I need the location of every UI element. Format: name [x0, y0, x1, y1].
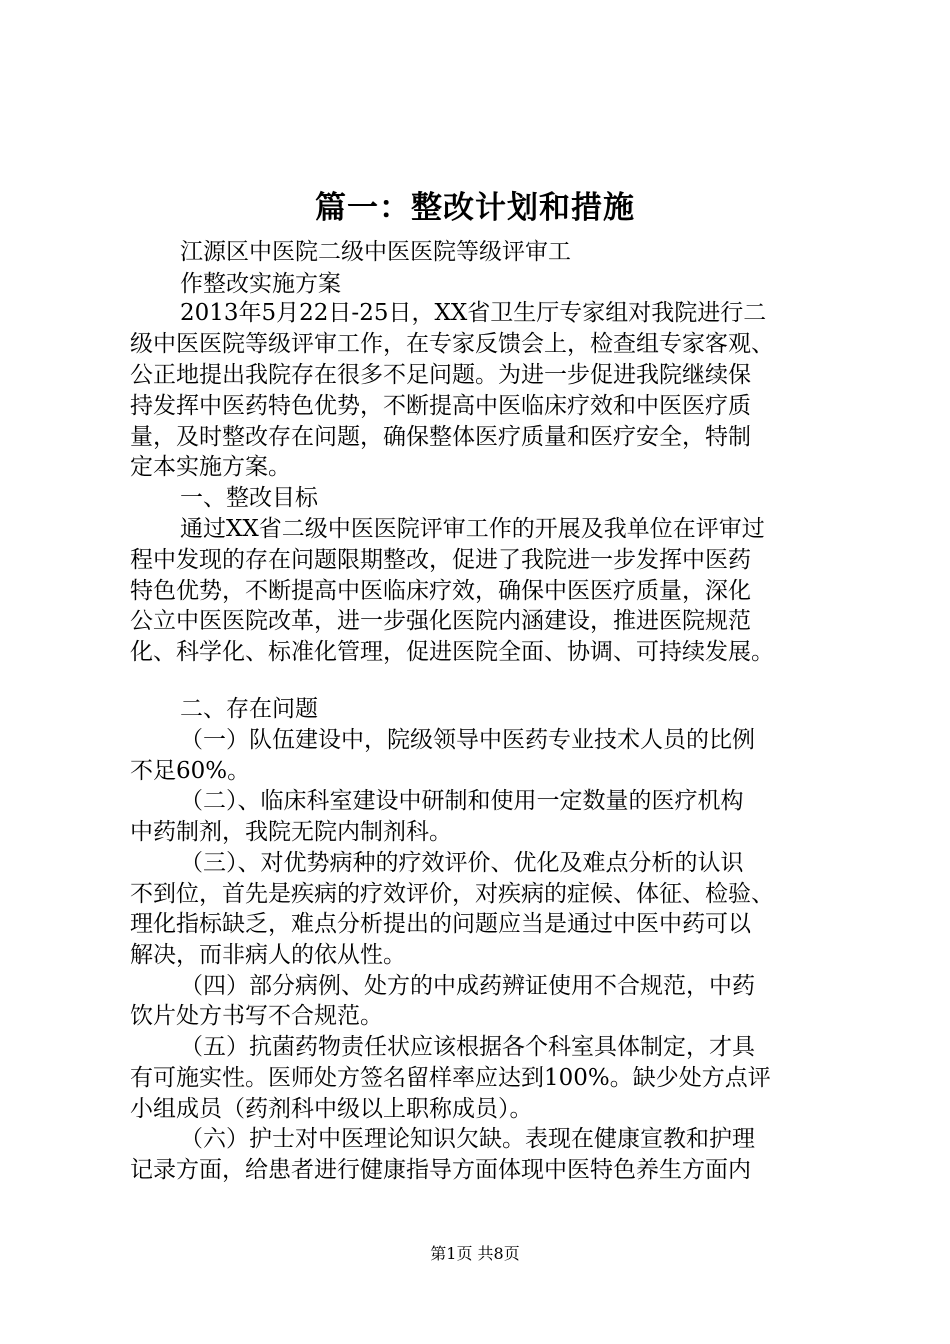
- text-line: 不到位，首先是疾病的疗效评价，对疾病的症候、体征、检验、: [130, 881, 774, 907]
- text-line: 作整改实施方案: [180, 271, 341, 297]
- text-line: 小组成员（药剂科中级以上职称成员）。: [130, 1096, 533, 1122]
- text-line: 化、科学化、标准化管理，促进医院全面、协调、可持续发展。: [130, 639, 774, 665]
- section-heading: 二、存在问题: [180, 696, 318, 722]
- text-line: 级中医医院等级评审工作，在专家反馈会上，检查组专家客观、: [130, 331, 774, 357]
- text-line: 量，及时整改存在问题，确保整体医疗质量和医疗安全，特制: [130, 424, 751, 450]
- text-line: （三）、对优势病种的疗效评价、优化及难点分析的认识: [180, 850, 744, 876]
- text-line: （二）、临床科室建设中研制和使用一定数量的医疗机构: [180, 788, 744, 814]
- document-title: 篇一：整改计划和措施: [315, 190, 635, 226]
- text-line: 2013年5月22日-25日，XX省卫生厅专家组对我院进行二: [180, 300, 767, 326]
- text-line: （一）队伍建设中，院级领导中医药专业技术人员的比例: [180, 727, 755, 753]
- text-line: 持发挥中医药特色优势，不断提高中医临床疗效和中医医疗质: [130, 393, 751, 419]
- text-line: 公正地提出我院存在很多不足问题。为进一步促进我院继续保: [130, 362, 751, 388]
- text-line: （五）抗菌药物责任状应该根据各个科室具体制定，才具: [180, 1034, 755, 1060]
- text-line: 饮片处方书写不合规范。: [130, 1003, 383, 1029]
- text-line: 定本实施方案。: [130, 454, 291, 480]
- page-number-footer: 第1页 共8页: [430, 1244, 520, 1263]
- text-line: 公立中医医院改革，进一步强化医院内涵建设，推进医院规范: [130, 608, 751, 634]
- text-line: （四）部分病例、处方的中成药辨证使用不合规范，中药: [180, 973, 755, 999]
- text-line: 记录方面，给患者进行健康指导方面体现中医特色养生方面内: [130, 1157, 751, 1183]
- text-line: 程中发现的存在问题限期整改，促进了我院进一步发挥中医药: [130, 547, 751, 573]
- text-line: 中药制剂，我院无院内制剂科。: [130, 819, 452, 845]
- text-line: （六）护士对中医理论知识欠缺。表现在健康宣教和护理: [180, 1126, 755, 1152]
- text-line: 解决，而非病人的依从性。: [130, 942, 406, 968]
- section-heading: 一、整改目标: [180, 485, 318, 511]
- text-line: 通过XX省二级中医医院评审工作的开展及我单位在评审过: [180, 516, 765, 542]
- text-line: 不足60%。: [130, 758, 251, 784]
- text-line: 特色优势，不断提高中医临床疗效，确保中医医疗质量，深化: [130, 578, 751, 604]
- text-line: 理化指标缺乏，难点分析提出的问题应当是通过中医中药可以: [130, 911, 751, 937]
- text-line: 有可施实性。医师处方签名留样率应达到100%。缺少处方点评: [130, 1065, 771, 1091]
- text-line: 江源区中医院二级中医医院等级评审工: [180, 239, 571, 265]
